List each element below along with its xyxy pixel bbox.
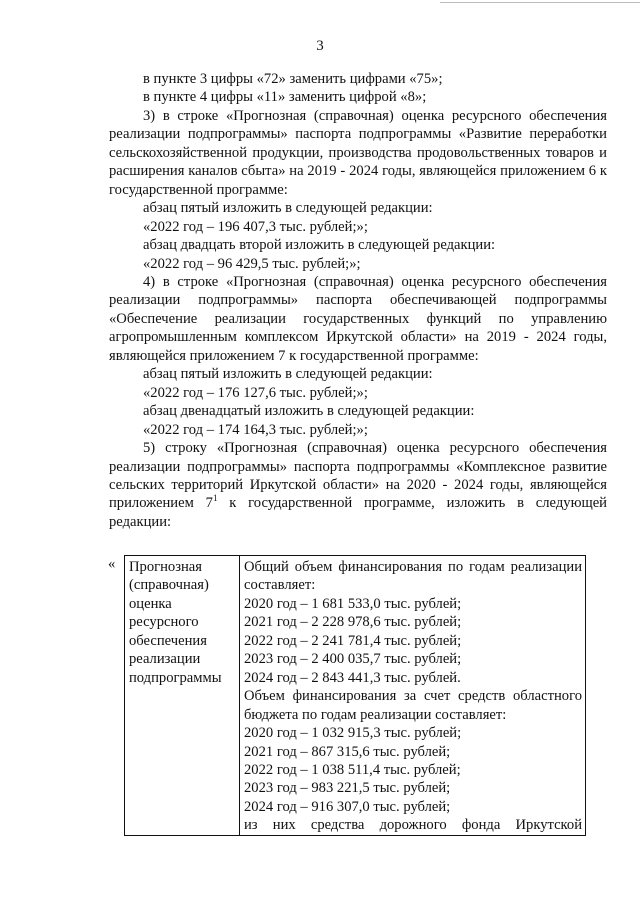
row-label-line: (справочная) bbox=[129, 577, 209, 594]
value-line: Объем финансирования за счет средств областного bbox=[244, 688, 582, 705]
opening-quote: « bbox=[108, 556, 116, 572]
paragraph-value-2: «2022 год – 96 429,5 тыс. рублей;»; bbox=[143, 255, 361, 272]
value-line: 2024 год – 2 843 441,3 тыс. рублей. bbox=[244, 669, 461, 686]
paragraph-abzac-5b: абзац пятый изложить в следующей редакции: bbox=[143, 366, 433, 383]
value-line: 2021 год – 2 228 978,6 тыс. рублей; bbox=[244, 614, 462, 631]
paragraph-point-4: 4) в строке «Прогнозная (справочная) оценка ресурсного обеспечения реализации подпрограммы» паспорта обеспечивающей подпрограммы «Обеспечение реализации государственных функций по управлению агропромышленным комплексом Иркутской области» на 2019 - 2024 годы, являющейся приложением 7 к государственной программе: bbox=[109, 273, 607, 364]
paragraph-abzac-12: абзац двенадцатый изложить в следующей редакции: bbox=[143, 403, 475, 420]
row-label-line: оценка bbox=[129, 595, 172, 612]
row-label-line: Прогнозная bbox=[129, 559, 202, 575]
value-line: 2020 год – 1 032 915,3 тыс. рублей; bbox=[244, 725, 462, 742]
value-line: 2022 год – 2 241 781,4 тыс. рублей; bbox=[244, 632, 462, 649]
row-label-line: обеспечения bbox=[129, 632, 207, 649]
paragraph-value-1: «2022 год – 196 407,3 тыс. рублей;»; bbox=[143, 218, 368, 235]
row-label-line: реализации bbox=[129, 651, 201, 668]
row-label-cell bbox=[125, 556, 240, 836]
value-line: 2022 год – 1 038 511,4 тыс. рублей; bbox=[244, 761, 461, 778]
value-line: бюджета по годам реализации составляет: bbox=[244, 706, 507, 723]
paragraph-point-3: 3) в строке «Прогнозная (справочная) оценка ресурсного обеспечения реализации подпрограммы» паспорта подпрограммы «Развитие переработки сельскохозяйственной продукции, производства продовольственных товаров и расширения каналов сбыта» на 2019 - 2024 годы, являющейся приложением 6 к государственной программе: bbox=[109, 107, 607, 198]
passport-table bbox=[124, 555, 586, 836]
value-line: 2020 год – 1 681 533,0 тыс. рублей; bbox=[244, 595, 462, 612]
paragraph-abzac-5: абзац пятый изложить в следующей редакции: bbox=[143, 200, 433, 217]
value-line: из них средства дорожного фонда Иркутской bbox=[244, 817, 582, 834]
value-line: Общий объем финансирования по годам реализации bbox=[244, 559, 582, 575]
top-edge-line bbox=[440, 2, 640, 3]
value-line: 2023 год – 2 400 035,7 тыс. рублей; bbox=[244, 651, 462, 668]
paragraph-value-4: «2022 год – 174 164,3 тыс. рублей;»; bbox=[143, 421, 368, 438]
row-label-line: ресурсного bbox=[129, 614, 199, 631]
table-row bbox=[125, 556, 586, 836]
paragraph-point-5-tail: к государственной программе, изложить в следующей редакции: bbox=[109, 495, 607, 530]
paragraph-item-4: в пункте 4 цифры «11» заменить цифрой «8»; bbox=[143, 89, 427, 106]
row-value-cell bbox=[240, 556, 586, 836]
row-label-line: подпрограммы bbox=[129, 669, 222, 686]
value-line: 2021 год – 867 315,6 тыс. рублей; bbox=[244, 743, 451, 760]
paragraph-value-3: «2022 год – 176 127,6 тыс. рублей;»; bbox=[143, 384, 368, 401]
paragraph-point-5 bbox=[109, 439, 607, 531]
document-body bbox=[109, 70, 607, 531]
paragraph-point-5-text: 5) строку «Прогнозная (справочная) оценка ресурсного обеспечения реализации подпрограммы» паспорта подпрограммы «Комплексное развитие сельских территорий Иркутской области» на 2020 - 2024 годы, являющейся приложением 7 bbox=[109, 440, 607, 512]
paragraph-item-3: в пункте 3 цифры «72» заменить цифрами «75»; bbox=[143, 71, 443, 87]
paragraph-abzac-22: абзац двадцать второй изложить в следующей редакции: bbox=[143, 237, 496, 254]
superscript: 1 bbox=[212, 493, 218, 504]
value-line: 2023 год – 983 221,5 тыс. рублей; bbox=[244, 780, 451, 797]
page-number: 3 bbox=[316, 38, 324, 54]
value-line: составляет: bbox=[244, 577, 316, 594]
value-line: 2024 год – 916 307,0 тыс. рублей; bbox=[244, 798, 451, 815]
